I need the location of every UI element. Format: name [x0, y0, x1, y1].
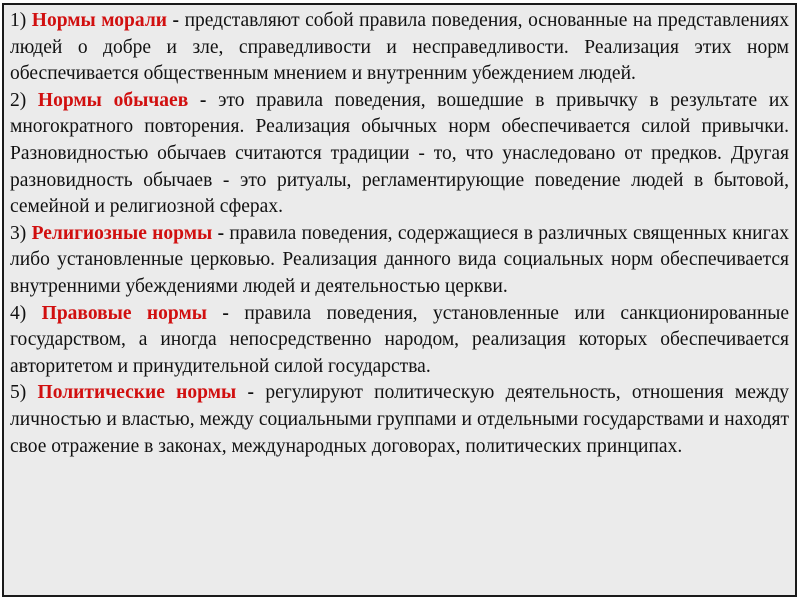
term-political-norms: Политические нормы	[37, 382, 237, 404]
item-text: это правила поведения, вошедшие в привычку в результате их многократного повторения. Реализация обычных норм обеспечивается силой привычки. Разновидностью обычаев считаются традиции - то, что унаследовано от предков. Другая разновидность обычаев - это ритуалы, регламентирующие поведение людей в бытовой, семейной и религиозной сферах.	[10, 89, 790, 218]
item-number: 5)	[10, 382, 27, 404]
item-dash: -	[199, 89, 207, 111]
list-item-political-norms	[10, 380, 789, 460]
list-item-religious-norms	[10, 221, 789, 301]
term-custom-norms: Нормы обычаев	[37, 89, 189, 111]
item-dash: -	[217, 222, 225, 244]
item-dash: -	[172, 10, 180, 31]
term-moral-norms: Нормы морали	[31, 10, 167, 31]
item-number: 4)	[10, 302, 27, 324]
item-number: 2)	[10, 89, 27, 111]
term-religious-norms: Религиозные нормы	[31, 222, 213, 244]
item-text: правила поведения, установленные или санкционированные государством, а иногда непосредственно народом, реализация которых обеспечивается авторитетом и принудительной силой государства.	[10, 302, 790, 377]
item-text: регулируют политическую деятельность, отношения между личностью и властью, между социальными группами и отдельными государствами и находят свое отражение в законах, международных договорах, политических принципах.	[10, 382, 790, 457]
item-text: представляют собой правила поведения, основанные на представлениях людей о добре и зле, справедливости и несправедливости. Реализация этих норм обеспечивается общественным мнением и внутренним убеждением людей.	[10, 10, 790, 85]
item-dash: -	[247, 382, 255, 404]
item-number: 3)	[10, 222, 27, 244]
list-item-custom-norms	[10, 88, 789, 221]
list-item-legal-norms	[10, 301, 789, 381]
item-number: 1)	[10, 10, 27, 31]
text-box	[2, 3, 797, 597]
list-item-moral-norms	[10, 8, 789, 88]
item-dash: -	[222, 302, 229, 324]
term-legal-norms: Правовые нормы	[41, 302, 207, 324]
item-text: правила поведения, содержащиеся в различных священных книгах либо установленные церковью. Реализация данного вида социальных норм обеспечивается внутренними убеждениями людей и деятельностью церкви.	[10, 222, 789, 297]
